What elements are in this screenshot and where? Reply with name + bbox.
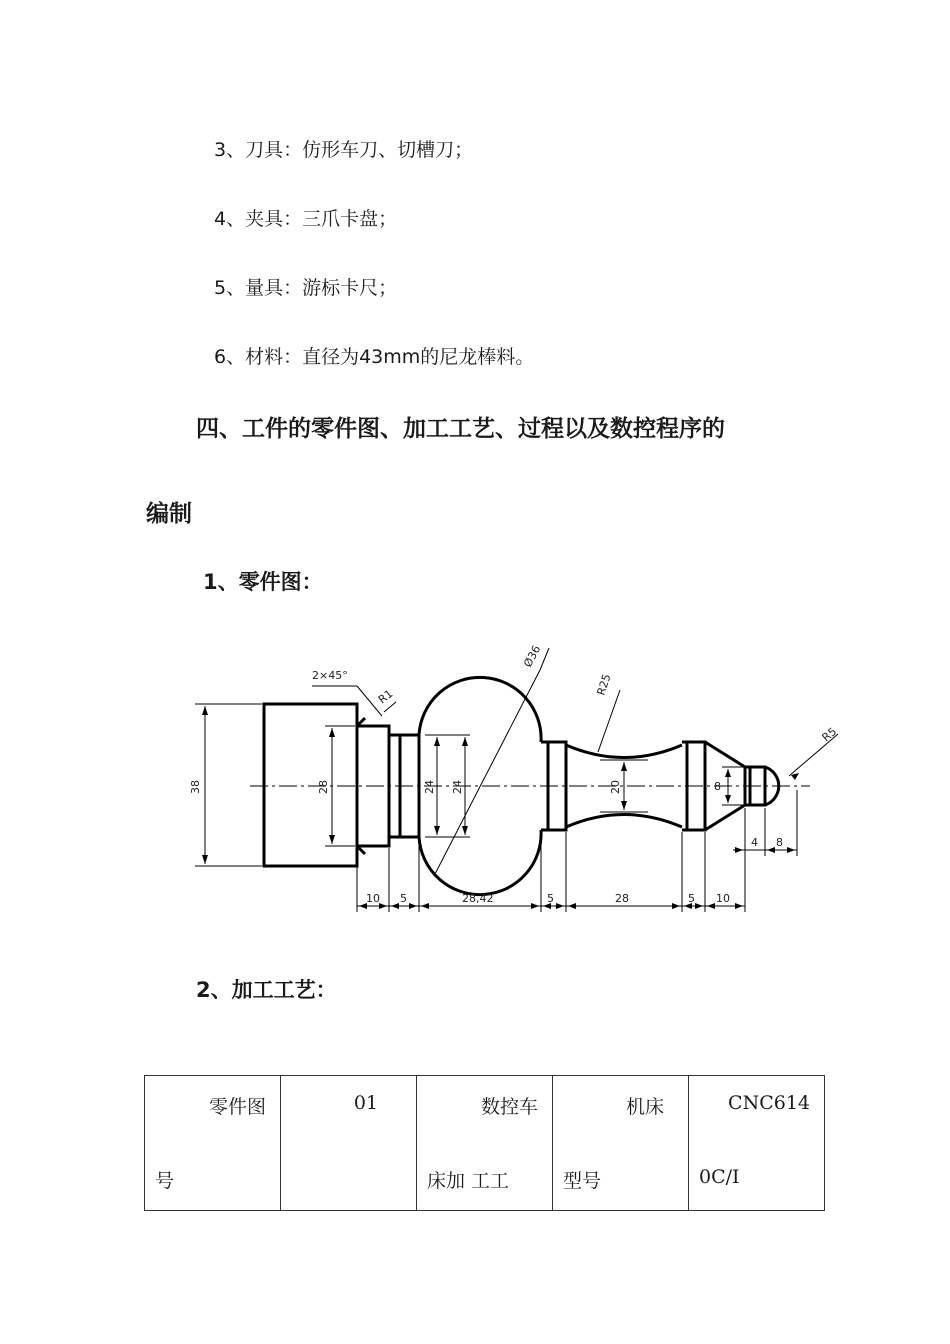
section-heading-line2: 编制 xyxy=(146,501,192,527)
drawing-base-cylinder xyxy=(264,704,357,866)
drawing-sphere-bottom xyxy=(419,830,541,895)
dim-len-8: 8 xyxy=(776,836,783,849)
process-heading: 2、加工工艺： xyxy=(196,978,337,1002)
dim-chamfer: 2×45° xyxy=(312,669,348,682)
dim-dia38: 38 xyxy=(189,780,202,794)
drawing-concave-bottom xyxy=(566,815,682,828)
dim-len-5b: 5 xyxy=(547,892,554,905)
part-drawing-heading: 1、零件图： xyxy=(203,570,323,594)
dim-len-4: 4 xyxy=(751,836,758,849)
table-cell-machine-value xyxy=(689,1076,825,1211)
dim-dia24-b: 24 xyxy=(451,780,464,794)
cell-text-top: 数控车 xyxy=(480,1096,538,1118)
cell-text-bottom: 0C/I xyxy=(699,1166,740,1188)
dim-d36: Ø36 xyxy=(521,643,544,670)
dim-dia8: 8 xyxy=(714,780,721,793)
dim-len-5a: 5 xyxy=(400,892,407,905)
dim-dia28: 28 xyxy=(317,780,330,794)
dim-dia24-a: 24 xyxy=(423,780,436,794)
dim-len-28: 28 xyxy=(615,892,629,905)
cell-text-bottom: 型号 xyxy=(563,1170,602,1192)
drawing-concave-top xyxy=(566,745,682,758)
cell-text-top: CNC614 xyxy=(728,1092,810,1114)
list-item-fixture: 4、夹具：三爪卡盘； xyxy=(214,208,398,230)
table-cell-part-no xyxy=(145,1076,281,1211)
dim-len-2842: 28,42 xyxy=(462,892,494,905)
dim-len-10a: 10 xyxy=(366,892,380,905)
dim-r25: R25 xyxy=(594,672,614,697)
cell-text-top: 机床 xyxy=(625,1096,664,1118)
list-item-material: 6、材料：直径为43mm的尼龙棒料。 xyxy=(214,346,535,368)
process-table xyxy=(144,1075,825,1211)
table-cell-machining xyxy=(417,1076,553,1211)
table-cell-part-value xyxy=(281,1076,417,1211)
table-row xyxy=(145,1076,825,1211)
part-drawing xyxy=(180,632,860,922)
cell-text-top: 零件图 xyxy=(208,1096,266,1118)
dim-len-5c: 5 xyxy=(688,892,695,905)
table-cell-machine-model xyxy=(553,1076,689,1211)
cell-text-top: 01 xyxy=(353,1092,378,1114)
dim-len-10b: 10 xyxy=(716,892,730,905)
dim-r1: R1 xyxy=(375,687,396,707)
dim-dia20: 20 xyxy=(609,780,622,794)
cell-text-bottom: 号 xyxy=(155,1170,175,1192)
drawing-sphere-top xyxy=(419,677,541,742)
section-heading-line1: 四、工件的零件图、加工工艺、过程以及数控程序的 xyxy=(196,416,725,442)
list-item-tools: 3、刀具：仿形车刀、切槽刀； xyxy=(214,139,474,161)
list-item-gauge: 5、量具：游标卡尺； xyxy=(214,277,398,299)
dim-r5: R5 xyxy=(819,724,840,745)
cell-text-bottom: 床加 工工 xyxy=(427,1170,510,1192)
